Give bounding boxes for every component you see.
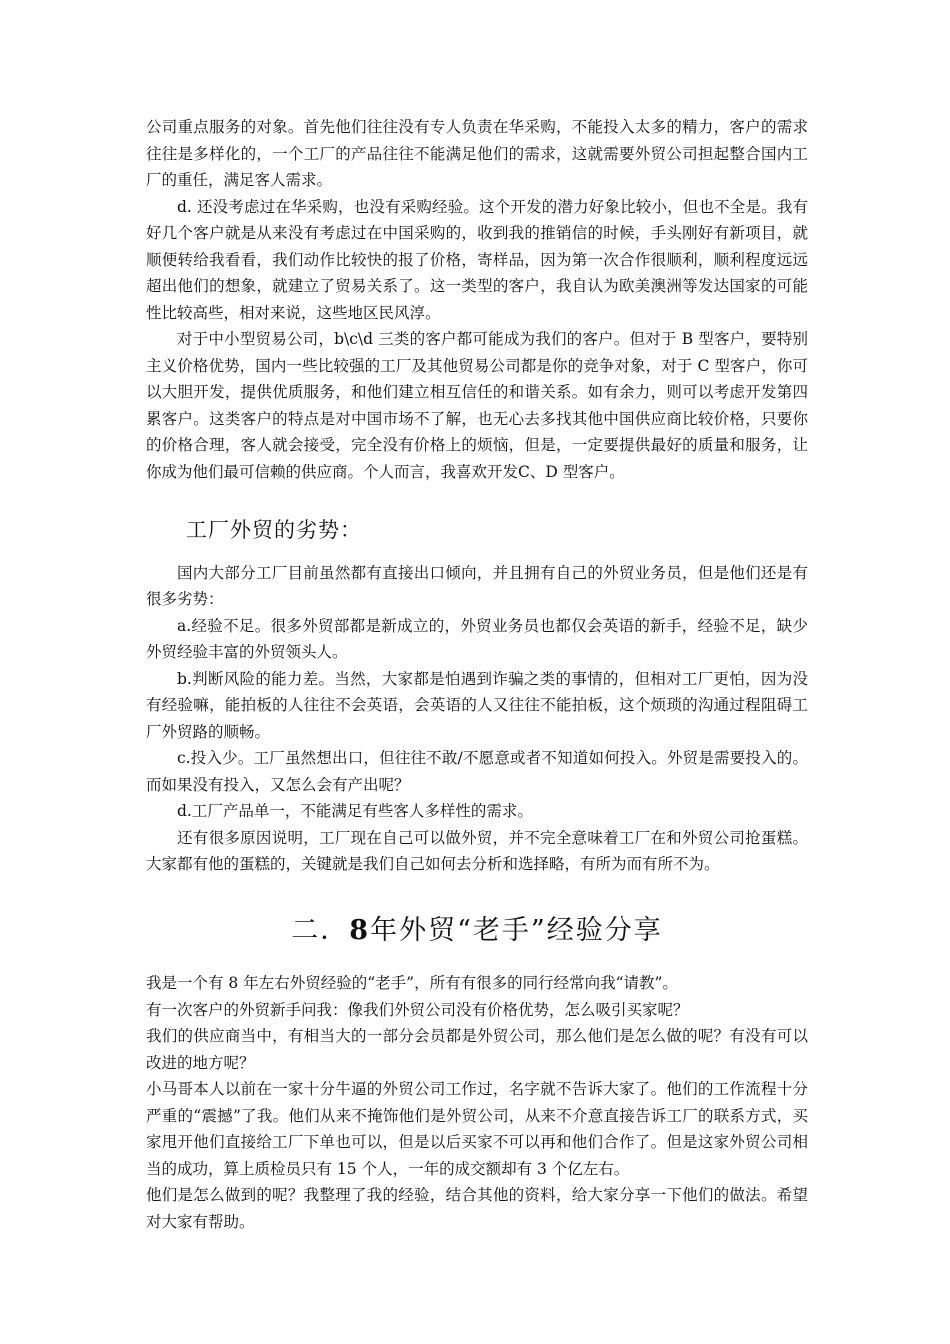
chapter-heading-title: 年外贸“老手”经验分享: [370, 914, 663, 946]
paragraph-s2-0: 国内大部分工厂目前虽然都有直接出口倾向，并且拥有自己的外贸业务员，但是他们还是有很多劣势：: [146, 563, 808, 608]
chapter-heading-prefix: 二．: [291, 914, 350, 946]
chapter-heading-number: 8: [349, 914, 371, 946]
section-heading-factory-weakness: 工厂外贸的劣势：: [186, 518, 362, 542]
paragraph-s3-1: 有一次客户的外贸新手问我：像我们外贸公司没有价格优势，怎么吸引买家呢？: [146, 1000, 689, 1019]
paragraph-s2-4: d.工厂产品单一，不能满足有些客人多样性的需求。: [177, 802, 533, 820]
paragraph-s2-5: 还有很多原因说明，工厂现在自己可以做外贸，并不完全意味着工厂在和外贸公司抢蛋糕。大家都有他的蛋糕的，关键就是我们自己如何去分析和选择略，有所为而有所不为。: [146, 828, 808, 873]
paragraph-s1-2: 对于中小型贸易公司，b\c\d 三类的客户都可能成为我们的客户。但对于 B 型客户，要特别主义价格优势，国内一些比较强的工厂及其他贸易公司都是你的竞争对象，对于 C 型客户，你可以大胆开发，提供优质服务，和他们建立相互信任的和谐关系。如有余力，则可以考虑开发第四累客户。这类客户的特点是对中国市场不了解，也无心去多找其他中国供应商比较价格，只要你的价格合理，客人就会接受，完全没有价格上的烦恼，但是，一定要提供最好的质量和服务，让你成为他们最可信赖的供应商。个人而言，我喜欢开发C、D 型客户。: [146, 330, 808, 481]
paragraph-s1-0: 公司重点服务的对象。首先他们往往没有专人负责在华采购，不能投入太多的精力，客户的需求往往是多样化的，一个工厂的产品往往不能满足他们的需求，这就需要外贸公司担起整合国内工厂的重任，满足客人需求。: [146, 118, 808, 189]
paragraph-s1-1: d. 还没考虑过在华采购，也没有采购经验。这个开发的潜力好象比较小，但也不全是。我有好几个客户就是从来没有考虑过在中国采购的，收到我的推销信的时候，手头刚好有新项目，就顺便转给我看看，我们动作比较快的报了价格，寄样品，因为第一次合作很顺利，顺利程度远远超出他们的想象，就建立了贸易关系了。这一类型的客户，我自认为欧美澳洲等发达国家的可能性比较高些，相对来说，这些地区民风淳。: [146, 197, 808, 322]
paragraph-s2-1: a.经验不足。很多外贸部都是新成立的，外贸业务员也都仅会英语的新手，经验不足，缺少外贸经验丰富的外贸领头人。: [146, 616, 808, 661]
chapter-heading: [146, 914, 808, 946]
document-page: [146, 114, 808, 1235]
paragraph-s2-2: b.判断风险的能力差。当然，大家都是怕遇到诈骗之类的事情的，但相对工厂更怕，因为没有经验嘛，能拍板的人往往不会英语，会英语的人又往往不能拍板，这个烦琐的沟通过程阻碍工厂外贸路的顺畅。: [146, 669, 808, 741]
paragraph-s3-2: 我们的供应商当中，有相当大的一部分会员都是外贸公司，那么他们是怎么做的呢？有没有可以改进的地方呢？: [146, 1027, 808, 1072]
paragraph-s3-4: 他们是怎么做到的呢？我整理了我的经验，结合其他的资料，给大家分享一下他们的做法。希望对大家有帮助。: [146, 1186, 808, 1231]
paragraph-s2-3: c.投入少。工厂虽然想出口，但往往不敢/不愿意或者不知道如何投入。外贸是需要投入的。而如果没有投入，又怎么会有产出呢？: [146, 749, 808, 794]
paragraph-s3-0: 我是一个有 8 年左右外贸经验的“老手”，所有有很多的同行经常向我“请教”。: [146, 974, 678, 992]
paragraph-s3-3: 小马哥本人以前在一家十分牛逼的外贸公司工作过，名字就不告诉大家了。他们的工作流程十分严重的“震撼”了我。他们从来不掩饰他们是外贸公司，从来不介意直接告诉工厂的联系方式，买家甩开他们直接给工厂下单也可以，但是以后买家不可以再和他们合作了。但是这家外贸公司相当的成功，算上质检员只有 15 个人，一年的成交额却有 3 个亿左右。: [146, 1080, 808, 1178]
